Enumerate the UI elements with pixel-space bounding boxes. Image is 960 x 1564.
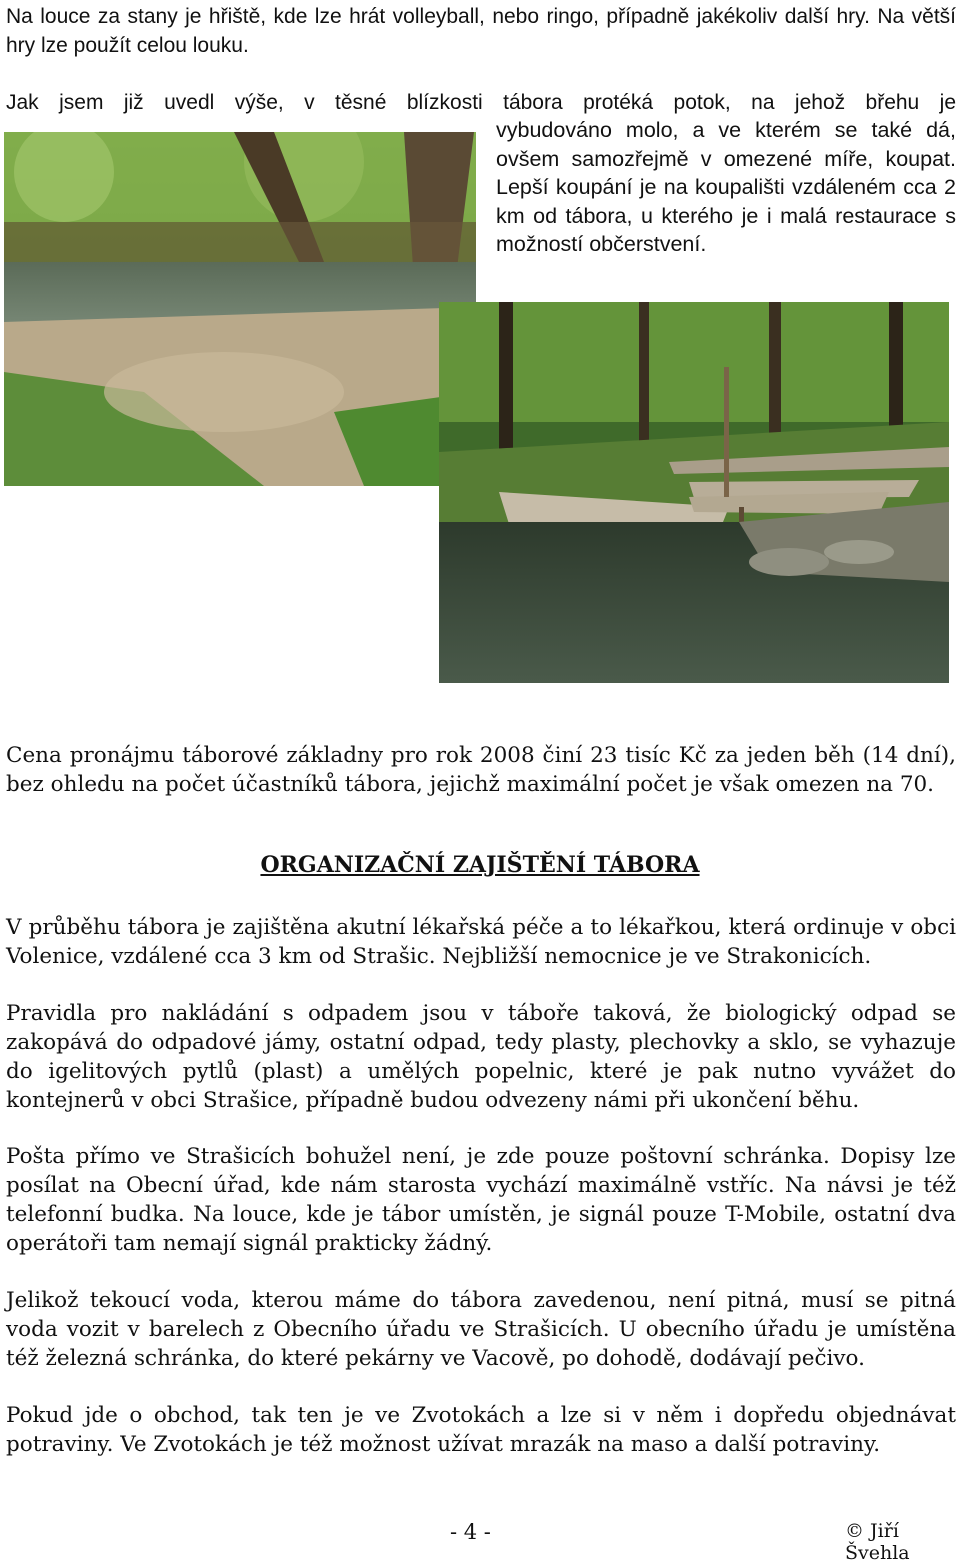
paragraph-waste: Pravidla pro nakládání s odpadem jsou v táboře taková, že biologický odpad se zakopává do odpadové jámy, ostatní odpad, tedy plasty, plechovky a sklo, se vyhazuje do igelitových pytlů (plast) a umělých popelnic, které je pak nutno vyvážet do kontejnerů v obci Strašice, případně budou odvezeny námi při ukončení běhu. [6,1001,956,1113]
paragraph-meadow: Na louce za stany je hřiště, kde lze hrát volleyball, nebo ringo, případně jakékoliv další hry. Na větší hry lze použít celou louku. [6,5,956,57]
paragraph-water: Jelikož tekoucí voda, kterou máme do tábora zavedenou, není pitná, musí se pitná voda vozit v barelech z Obecního úřadu ve Strašicích. U obecního úřadu je umístěna též železná schránka, do které pekárny ve Vacově, po dohodě, dodávají pečivo. [6,1288,956,1371]
pier-photo [439,302,949,683]
paragraph-stream-intro: Jak jsem již uvedl výše, v těsné blízkosti tábora protéká potok, na jehož břehu je [6,91,956,114]
page-number: - 4 - [450,1520,491,1544]
author-copyright: © Jiří Švehla [845,1520,910,1564]
paragraph-medical: V průběhu tábora je zajištěna akutní lékařská péče a to lékařkou, která ordinuje v obci Volenice, vzdálené cca 3 km od Strašic. Nejbližší nemocnice je ve Strakonicích. [6,915,956,969]
paragraph-shop: Pokud jde o obchod, tak ten je ve Zvotokách a lze si v něm i dopředu objednávat potraviny. Ve Zvotokách je též možnost užívat mrazák na maso a další potraviny. [6,1403,956,1457]
section-heading: ORGANIZAČNÍ ZAJIŠTĚNÍ TÁBORA [260,852,700,878]
paragraph-price: Cena pronájmu táborové základny pro rok 2008 činí 23 tisíc Kč za jeden běh (14 dní), bez ohledu na počet účastníků tábora, jejichž maximální počet je však omezen na 70. [6,743,956,797]
stream-bank-photo [4,132,476,486]
paragraph-stream-wrap: vybudováno molo, a ve kterém se také dá, ovšem samozřejmě v omezené míře, koupat. Lepší koupání je na koupališti vzdáleném cca 2 km od tábora, u kterého je i malá restaurace s možností občerstvení. [496,118,956,256]
paragraph-post: Pošta přímo ve Strašicích bohužel není, je zde pouze poštovní schránka. Dopisy lze posílat na Obecní úřad, kde nám starosta vychází maximálně vstříc. Na návsi je též telefonní budka. Na louce, kde je tábor umístěn, je signál pouze T-Mobile, ostatní dva operátoři tam nemají signál prakticky žádný. [6,1144,956,1256]
